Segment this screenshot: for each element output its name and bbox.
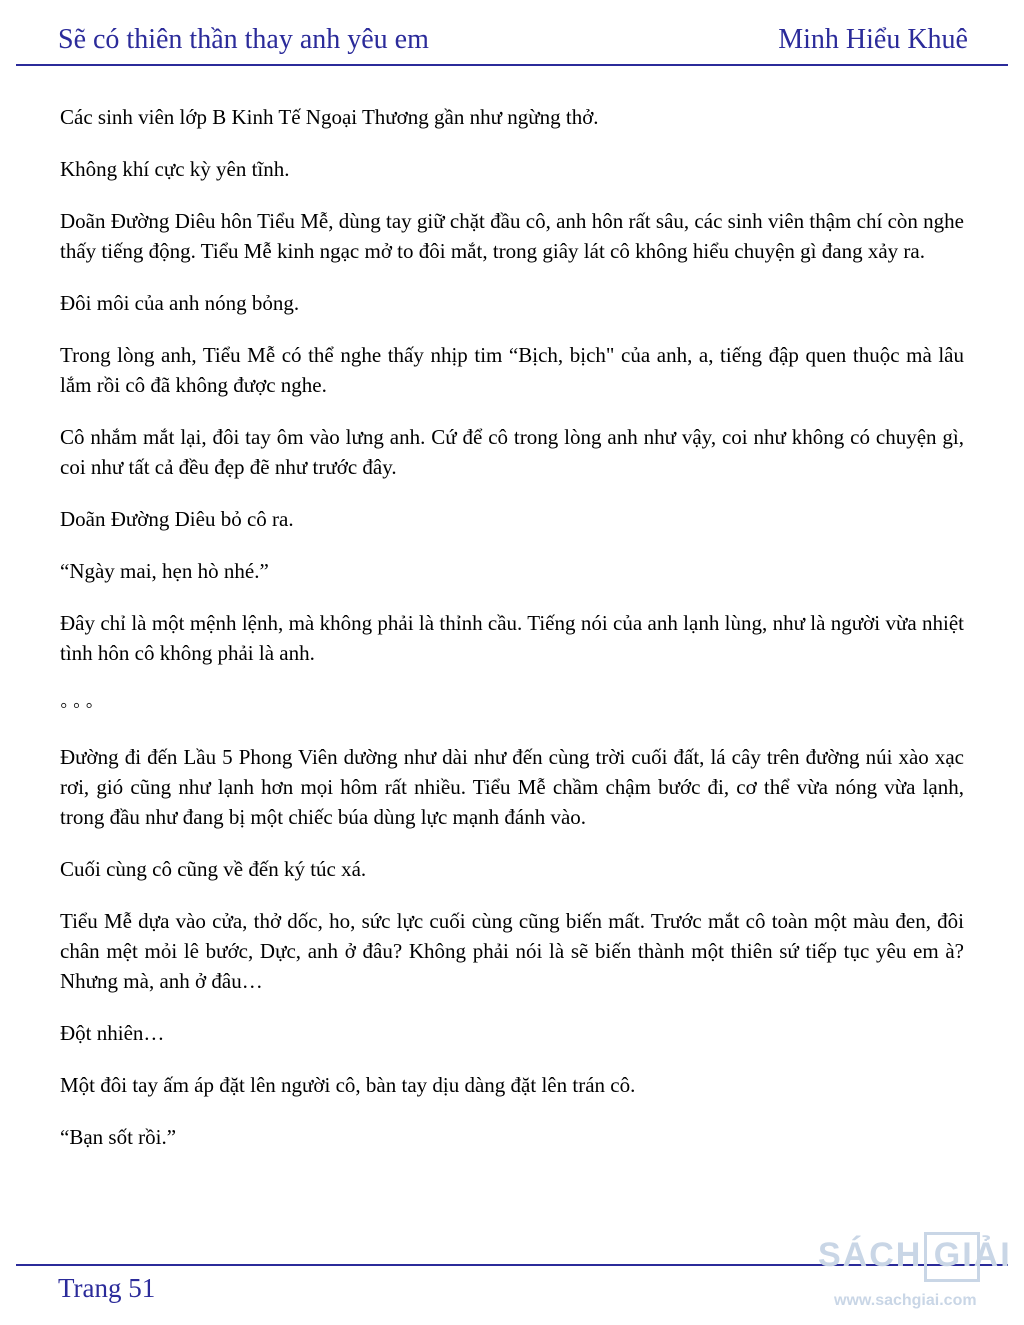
paragraph: “Bạn sốt rồi.” <box>60 1125 177 1149</box>
paragraph: Doãn Đường Diêu hôn Tiểu Mễ, dùng tay giữ chặt đầu cô, anh hôn rất sâu, các sinh viên thậm chí còn nghe thấy tiếng động. Tiểu Mễ kinh ngạc mở to đôi mắt, trong giây lát cô không hiểu chuyện gì đang xảy ra. <box>60 209 964 263</box>
page-body <box>60 102 964 1174</box>
paragraph: Trong lòng anh, Tiểu Mễ có thể nghe thấy nhịp tim “Bịch, bịch" của anh, a, tiếng đập quen thuộc mà lâu lắm rồi cô đã không được nghe. <box>60 343 964 397</box>
sachgiai-watermark <box>818 1228 1018 1318</box>
book-title: Sẽ có thiên thần thay anh yêu em <box>58 24 429 55</box>
paragraph: Tiểu Mễ dựa vào cửa, thở dốc, ho, sức lực cuối cùng cũng biến mất. Trước mắt cô toàn một màu đen, đôi chân mệt mỏi lê bước, Dực, anh ở đâu? Không phải nói là sẽ biến thành một thiên sứ tiếp tục yêu em à? Nhưng mà, anh ở đâu… <box>60 909 964 993</box>
section-break: ◦ ◦ ◦ <box>60 693 93 717</box>
paragraph: Đột nhiên… <box>60 1021 165 1045</box>
paragraph: Đôi môi của anh nóng bỏng. <box>60 291 300 315</box>
page-header <box>58 24 968 64</box>
paragraph: Cuối cùng cô cũng về đến ký túc xá. <box>60 857 367 881</box>
paragraph: Không khí cực kỳ yên tĩnh. <box>60 157 290 181</box>
watermark-logo-text: SÁCH GIẢI <box>818 1236 1012 1274</box>
paragraph: Đây chỉ là một mệnh lệnh, mà không phải là thỉnh cầu. Tiếng nói của anh lạnh lùng, như là người vừa nhiệt tình hôn cô không phải là anh. <box>60 611 964 665</box>
paragraph: Đường đi đến Lầu 5 Phong Viên dường như dài như đến cùng trời cuối đất, lá cây trên đường núi xào xạc rơi, gió cũng như lạnh hơn mọi hôm rất nhiều. Tiểu Mễ chầm chậm bước đi, cơ thể vừa nóng vừa lạnh, trong đầu như đang bị một chiếc búa dùng lực mạnh đánh vào. <box>60 745 964 829</box>
paragraph: Doãn Đường Diêu bỏ cô ra. <box>60 507 294 531</box>
watermark-url: www.sachgiai.com <box>834 1292 977 1309</box>
paragraph: Các sinh viên lớp B Kinh Tế Ngoại Thương gần như ngừng thở. <box>60 105 599 129</box>
header-divider <box>16 64 1008 66</box>
page-number: Trang 51 <box>58 1273 156 1303</box>
paragraph: “Ngày mai, hẹn hò nhé.” <box>60 559 269 583</box>
paragraph: Một đôi tay ấm áp đặt lên người cô, bàn tay dịu dàng đặt lên trán cô. <box>60 1073 636 1097</box>
paragraph: Cô nhắm mắt lại, đôi tay ôm vào lưng anh. Cứ để cô trong lòng anh như vậy, coi như không có chuyện gì, coi như tất cả đều đẹp đẽ như trước đây. <box>60 425 964 479</box>
author-name: Minh Hiểu Khuê <box>778 24 968 55</box>
